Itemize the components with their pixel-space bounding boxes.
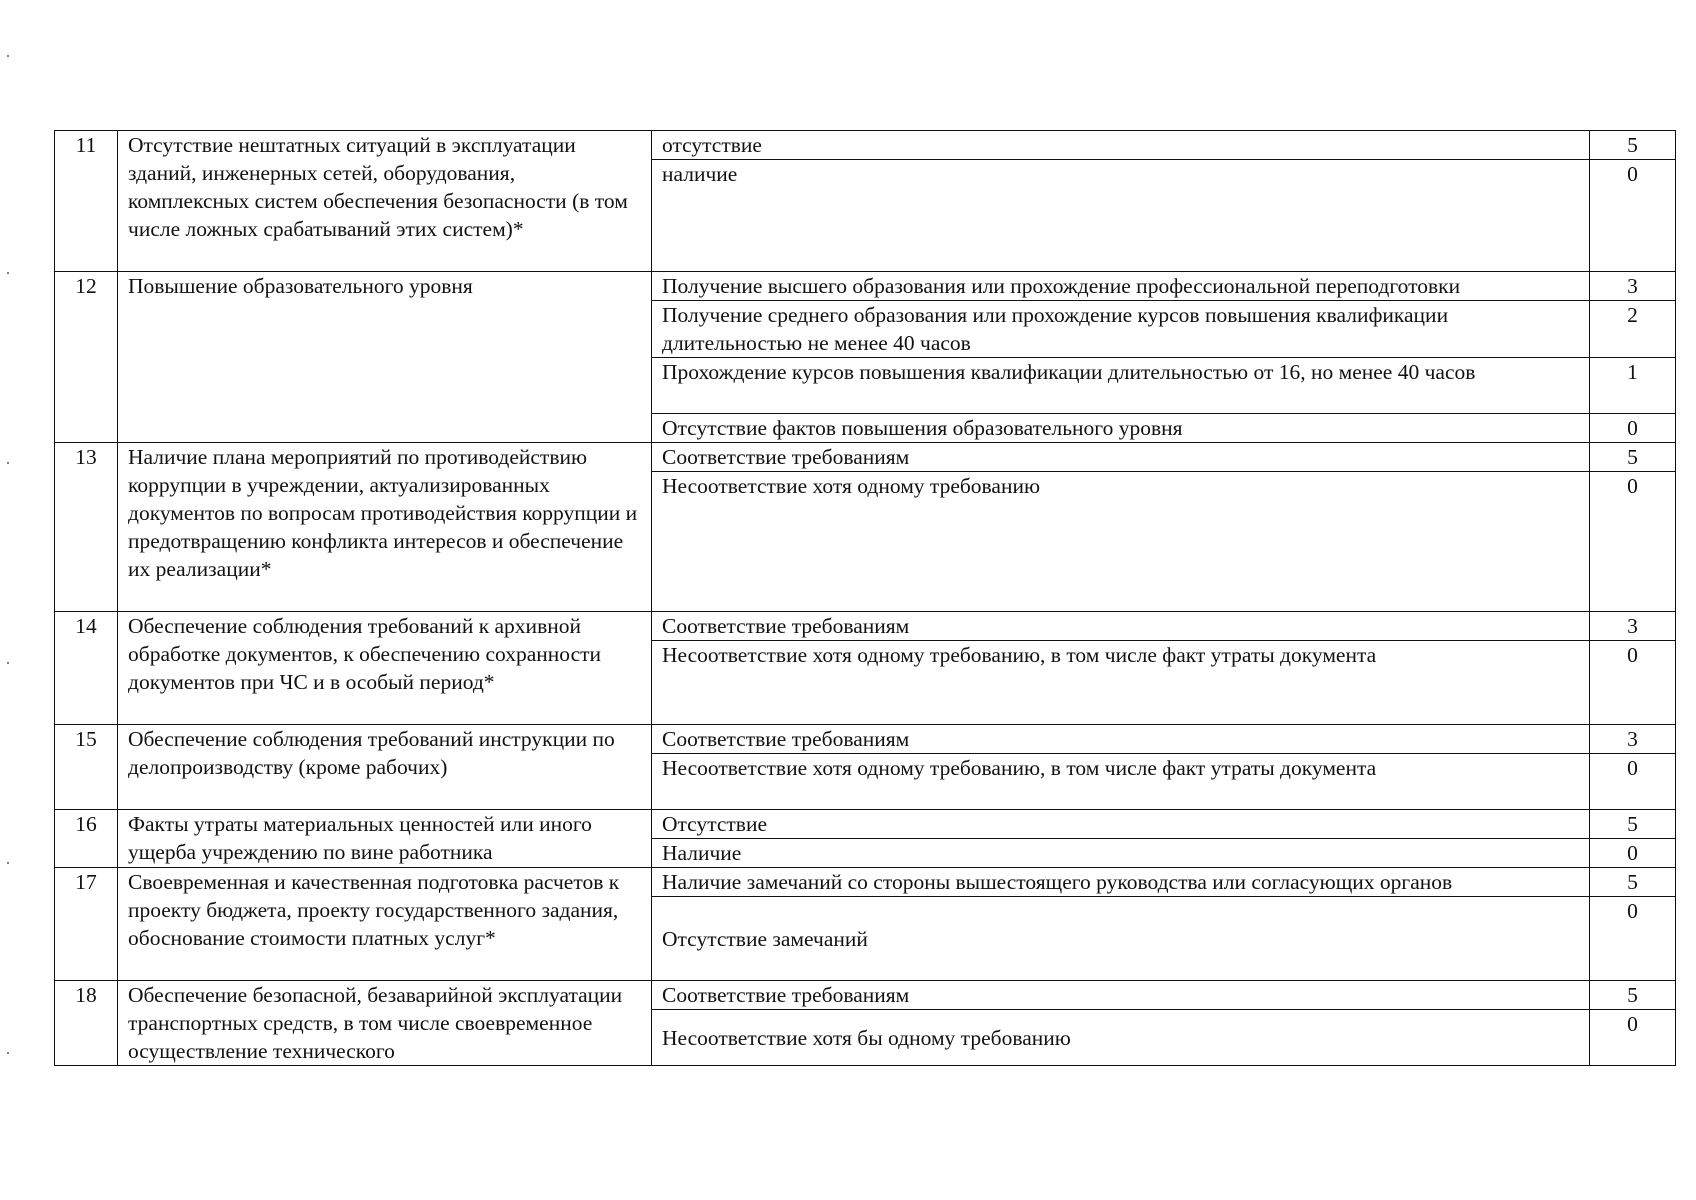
row-number: 12 xyxy=(55,272,118,443)
option-points: 5 xyxy=(1590,443,1676,472)
table-row xyxy=(55,443,1676,472)
option-points: 1 xyxy=(1590,358,1676,414)
row-number: 17 xyxy=(55,868,118,981)
criterion-text: Обеспечение соблюдения требований к архивной обработке документов, к обеспечению сохранности документов при ЧС и в особый период* xyxy=(118,612,652,725)
option-text: Отсутствие xyxy=(652,810,1590,839)
criterion-text: Факты утраты материальных ценностей или иного ущерба учреждению по вине работника xyxy=(118,810,652,868)
row-number: 11 xyxy=(55,131,118,272)
option-text: Несоответствие хотя одному требованию, в том числе факт утраты документа xyxy=(652,641,1590,725)
option-text: Отсутствие фактов повышения образовательного уровня xyxy=(652,414,1590,443)
option-points: 0 xyxy=(1590,160,1676,272)
option-points: 5 xyxy=(1590,810,1676,839)
criteria-table xyxy=(54,130,1676,1066)
table-row xyxy=(55,810,1676,839)
table-row xyxy=(55,981,1676,1010)
option-text: Соответствие требованиям xyxy=(652,725,1590,754)
option-text: Получение высшего образования или прохождение профессиональной переподготовки xyxy=(652,272,1590,301)
option-points: 0 xyxy=(1590,1010,1676,1066)
option-text: Соответствие требованиям xyxy=(652,981,1590,1010)
option-points: 5 xyxy=(1590,868,1676,897)
option-text: наличие xyxy=(652,160,1590,272)
row-number: 14 xyxy=(55,612,118,725)
option-points: 0 xyxy=(1590,754,1676,810)
option-points: 0 xyxy=(1590,897,1676,981)
option-text: Несоответствие хотя одному требованию, в том числе факт утраты документа xyxy=(652,754,1590,810)
option-points: 3 xyxy=(1590,725,1676,754)
option-text: Несоответствие хотя одному требованию xyxy=(652,472,1590,612)
row-number: 15 xyxy=(55,725,118,810)
option-text: Прохождение курсов повышения квалификации длительностью от 16, но менее 40 часов xyxy=(652,358,1590,414)
criterion-text: Повышение образовательного уровня xyxy=(118,272,652,443)
option-text: Отсутствие замечаний xyxy=(652,897,1590,981)
criterion-text: Своевременная и качественная подготовка расчетов к проекту бюджета, проекту государственного задания, обоснование стоимости платных услуг* xyxy=(118,868,652,981)
row-number: 13 xyxy=(55,443,118,612)
option-text: отсутствие xyxy=(652,131,1590,160)
criterion-text: Наличие плана мероприятий по противодействию коррупции в учреждении, актуализированных документов по вопросам противодействия коррупции и предотвращению конфликта интересов и обеспечение их реализации* xyxy=(118,443,652,612)
option-text: Наличие xyxy=(652,839,1590,868)
option-text: Несоответствие хотя бы одному требованию xyxy=(652,1010,1590,1066)
row-number: 18 xyxy=(55,981,118,1066)
table-row xyxy=(55,612,1676,641)
option-points: 2 xyxy=(1590,301,1676,358)
option-text: Наличие замечаний со стороны вышестоящего руководства или согласующих органов xyxy=(652,868,1590,897)
table-row xyxy=(55,868,1676,897)
option-points: 5 xyxy=(1590,981,1676,1010)
table-row xyxy=(55,131,1676,160)
criterion-text: Обеспечение соблюдения требований инструкции по делопроизводству (кроме рабочих) xyxy=(118,725,652,810)
option-points: 0 xyxy=(1590,414,1676,443)
option-points: 0 xyxy=(1590,839,1676,868)
option-points: 5 xyxy=(1590,131,1676,160)
option-text: Соответствие требованиям xyxy=(652,443,1590,472)
option-points: 0 xyxy=(1590,641,1676,725)
criterion-text: Обеспечение безопасной, безаварийной эксплуатации транспортных средств, в том числе своевременное осуществление технического xyxy=(118,981,652,1066)
option-text: Соответствие требованиям xyxy=(652,612,1590,641)
option-points: 3 xyxy=(1590,272,1676,301)
option-points: 0 xyxy=(1590,472,1676,612)
table-row xyxy=(55,272,1676,301)
criterion-text: Отсутствие нештатных ситуаций в эксплуатации зданий, инженерных сетей, оборудования, комплексных систем обеспечения безопасности (в том числе ложных срабатываний этих систем)* xyxy=(118,131,652,272)
option-points: 3 xyxy=(1590,612,1676,641)
table-row xyxy=(55,725,1676,754)
option-text: Получение среднего образования или прохождение курсов повышения квалификации длительностью не менее 40 часов xyxy=(652,301,1590,358)
row-number: 16 xyxy=(55,810,118,868)
